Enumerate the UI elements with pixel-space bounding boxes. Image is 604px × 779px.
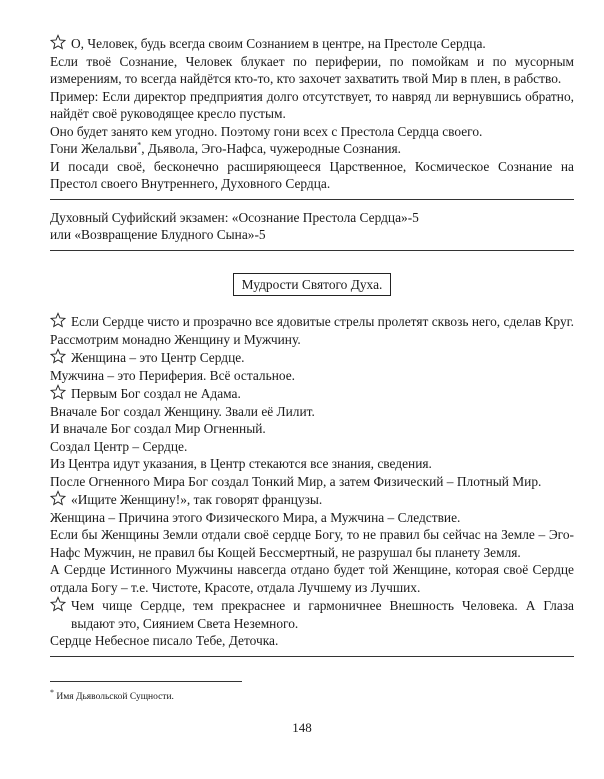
paragraph — [50, 140, 574, 158]
star-icon — [50, 384, 66, 400]
text-line: Гони Желальви — [50, 141, 138, 156]
paragraph: Из Центра идут указания, в Центр стекаются все знания, сведения. — [50, 456, 432, 471]
page-body — [50, 34, 574, 666]
paragraph: Если бы Женщины Земли отдали своё сердце Богу, то не правил бы сейчас на Земле – Эго-Нафс Мужчин, не правил бы Кощей Бессмертный, не разрушал бы планету Земля. — [50, 527, 574, 560]
paragraph — [50, 490, 574, 509]
star-icon — [50, 348, 66, 364]
paragraph — [50, 34, 574, 53]
divider — [50, 199, 574, 200]
page-number: 148 — [292, 720, 312, 735]
paragraph — [50, 596, 574, 632]
divider — [50, 250, 574, 251]
section-heading-box: Мудрости Святого Духа. — [233, 273, 392, 297]
section-wisdom — [50, 312, 574, 650]
paragraph: Вначале Бог создал Женщину. Звали её Лилит. — [50, 403, 315, 419]
paragraph: Сердце Небесное писало Тебе, Деточка. — [50, 633, 279, 648]
exam-block — [50, 209, 574, 244]
text-line: Женщина – это Центр Сердце. — [71, 350, 245, 365]
paragraph: А Сердце Истинного Мужчины навсегда отдано будет той Женщине, которая своё Сердце отдала Богу – т.е. Чистоте, Красоте, отдала Лучшему из Лучших. — [50, 562, 574, 595]
text-line: Чем чище Сердце, тем прекраснее и гармоничнее Внешность Человека. А Глаза выдают это, Сиянием Света Неземного. — [71, 598, 574, 631]
star-icon — [50, 596, 66, 612]
text-line: «Ищите Женщину!», так говорят французы. — [71, 492, 323, 507]
paragraph: И посади своё, бесконечно расширяющееся Царственное, Космическое Сознание на Престол своего Внутреннего, Духовного Сердца. — [50, 158, 574, 191]
exam-line: Духовный Суфийский экзамен: «Осознание Престола Сердца»-5 — [50, 209, 419, 225]
footnote-mark: * — [50, 687, 54, 697]
paragraph: Рассмотрим монадно Женщину и Мужчину. — [50, 331, 301, 347]
paragraph — [50, 384, 574, 403]
exam-line: или «Возвращение Блудного Сына»-5 — [50, 227, 266, 242]
star-icon — [50, 34, 66, 50]
paragraph — [50, 348, 574, 367]
star-icon — [50, 490, 66, 506]
paragraph: Пример: Если директор предприятия долго отсутствует, то навряд ли вернувшись обратно, найдёт своё руководящее кресло пустым. — [50, 88, 574, 121]
divider — [50, 656, 574, 657]
paragraph: Если твоё Сознание, Человек блукает по периферии, по помойкам и по мусорным измерениям, то всегда найдётся кто-то, кто захочет захватить твой Мир в плен, в рабство. — [50, 53, 574, 86]
section-heading-wrap — [50, 273, 574, 297]
text-line: Если Сердце чисто и прозрачно все ядовитые стрелы пролетят сквозь него, сделав Круг. — [71, 314, 574, 329]
star-icon — [50, 312, 66, 328]
footnote-rule — [50, 681, 242, 682]
paragraph: Оно будет занято кем угодно. Поэтому гони всех с Престола Сердца своего. — [50, 123, 483, 139]
footnote — [50, 689, 174, 707]
footnote-ref: * — [137, 140, 142, 150]
paragraph — [50, 312, 574, 331]
paragraph: После Огненного Мира Бог создал Тонкий Мир, а затем Физический – Плотный Мир. — [50, 473, 542, 489]
paragraph: Мужчина – это Периферия. Всё остальное. — [50, 367, 296, 383]
footnote-text: Имя Дьявольской Сущности. — [54, 692, 174, 702]
text-line: , Дьявола, Эго-Нафса, чужеродные Сознания. — [141, 141, 401, 156]
paragraph: Создал Центр – Сердце. — [50, 438, 188, 454]
paragraph: И вначале Бог создал Мир Огненный. — [50, 421, 266, 436]
paragraph: Женщина – Причина этого Физического Мира, а Мужчина – Следствие. — [50, 509, 461, 525]
text-line: Первым Бог создал не Адама. — [71, 386, 241, 401]
section-throne — [50, 34, 574, 193]
text-line: О, Человек, будь всегда своим Сознанием в центре, на Престоле Сердца. — [71, 36, 486, 51]
